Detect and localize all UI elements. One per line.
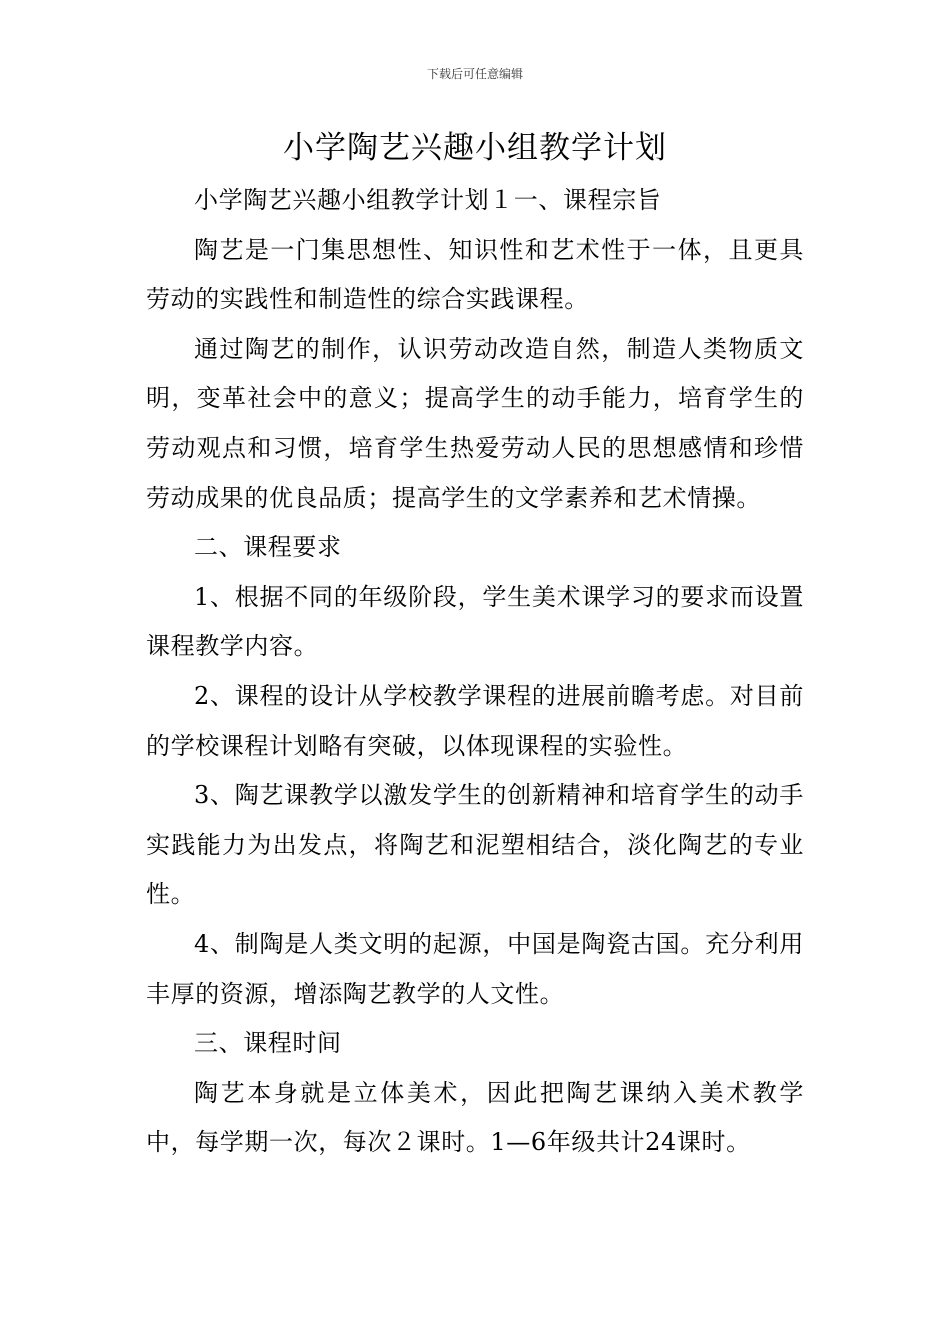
paragraph-requirements-heading: 二、课程要求 <box>194 533 342 562</box>
document-title: 小学陶艺兴趣小组教学计划 <box>283 130 667 166</box>
paragraph-intro: 陶艺是一门集思想性、知识性和艺术性于一体，且更具劳动的实践性和制造性的综合实践课程。 <box>146 235 804 314</box>
paragraph-goals: 通过陶艺的制作，认识劳动改造自然，制造人类物质文明，变革社会中的意义；提高学生的动手能力，培育学生的劳动观点和习惯，培育学生热爱劳动人民的思想感情和珍惜劳动成果的优良品质；提高学生的文学素养和艺术情操。 <box>146 334 804 512</box>
header-note: 下载后可任意编辑 <box>426 67 523 81</box>
document-body <box>146 176 804 1168</box>
paragraph-requirement-1: 1、根据不同的年级阶段，学生美术课学习的要求而设置课程教学内容。 <box>146 582 804 661</box>
paragraph-requirement-2: 2、课程的设计从学校教学课程的进展前瞻考虑。对目前的学校课程计划略有突破，以体现课程的实验性。 <box>146 681 804 760</box>
paragraph-requirement-3: 3、陶艺课教学以激发学生的创新精神和培育学生的动手实践能力为出发点，将陶艺和泥塑相结合，淡化陶艺的专业性。 <box>146 781 804 909</box>
paragraph-time: 陶艺本身就是立体美术，因此把陶艺课纳入美术教学中，每学期一次，每次２课时。1—6年级共计24课时。 <box>146 1078 804 1157</box>
paragraph-requirement-4: 4、制陶是人类文明的起源，中国是陶瓷古国。充分利用丰厚的资源，增添陶艺教学的人文性。 <box>146 929 804 1008</box>
paragraph-time-heading: 三、课程时间 <box>194 1029 342 1058</box>
paragraph-course-aim-heading: 小学陶艺兴趣小组教学计划１一、课程宗旨 <box>194 186 662 214</box>
